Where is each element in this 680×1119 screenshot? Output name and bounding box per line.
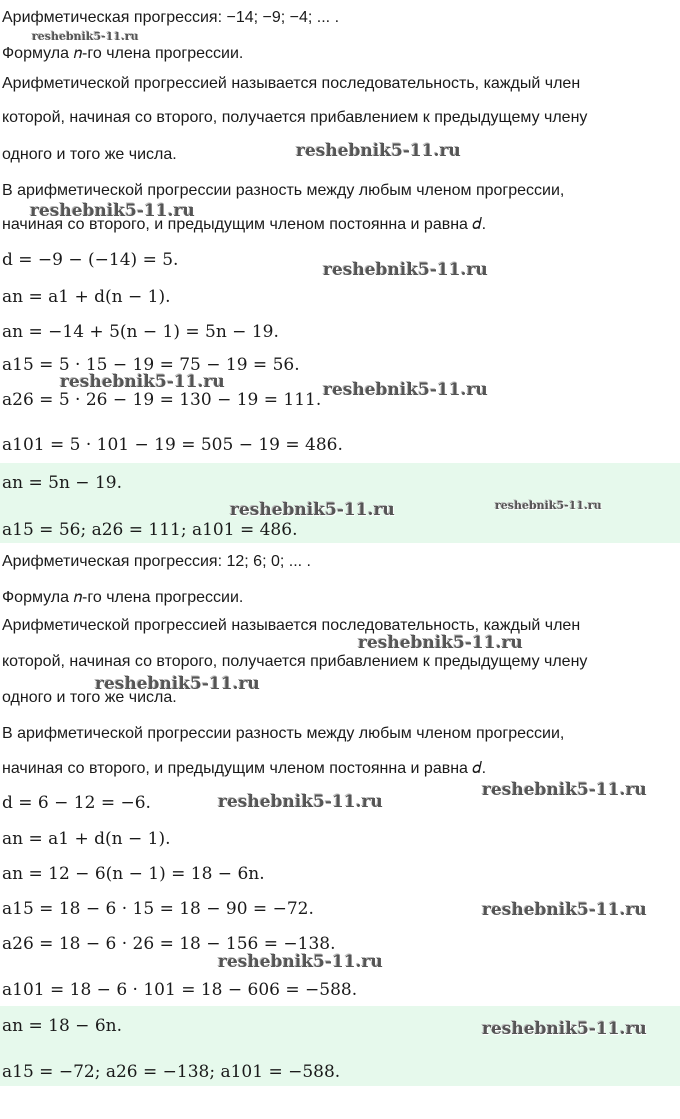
problem1-answer-line: a15 = 56; a26 = 111; a101 = 486.: [2, 520, 298, 540]
problem2-difference-line: начиная со второго, и предыдущим членом постоянна и равна 𝑑.: [2, 760, 487, 777]
problem2-step: a101 = 18 − 6 · 101 = 18 − 606 = −588.: [2, 980, 358, 1000]
problem1-difference-line: В арифметической прогрессии разность между любым членом прогрессии,: [2, 182, 565, 199]
problem2-step: d = 6 − 12 = −6.: [2, 793, 151, 813]
problem1-definition-line: которой, начиная со второго, получается прибавлением к предыдущему члену: [2, 109, 588, 126]
watermark: reshebnik5-11.ru: [230, 500, 395, 520]
problem1-step: d = −9 − (−14) = 5.: [2, 250, 179, 270]
problem2-step: a15 = 18 − 6 · 15 = 18 − 90 = −72.: [2, 899, 314, 919]
watermark: reshebnik5-11.ru: [482, 900, 647, 920]
problem1-heading: Арифметическая прогрессия: −14; −9; −4; ... .: [2, 9, 340, 26]
problem2-step: an = a1 + d(n − 1).: [2, 829, 171, 849]
problem1-difference-line: начиная со второго, и предыдущим членом постоянна и равна 𝑑.: [2, 216, 487, 233]
problem1-step: a101 = 5 · 101 − 19 = 505 − 19 = 486.: [2, 435, 343, 455]
problem1-formula-label: Формула 𝑛-го члена прогрессии.: [2, 45, 244, 62]
watermark: reshebnik5-11.ru: [296, 141, 461, 161]
watermark: reshebnik5-11.ru: [495, 499, 602, 512]
problem1-definition-line: одного и того же числа.: [2, 146, 177, 163]
problem2-answer-box: [0, 1006, 680, 1086]
watermark: reshebnik5-11.ru: [60, 372, 225, 392]
problem1-answer-line: an = 5n − 19.: [2, 473, 122, 493]
problem2-heading: Арифметическая прогрессия: 12; 6; 0; ... .: [2, 553, 311, 570]
problem2-definition-line: Арифметической прогрессией называется последовательность, каждый член: [2, 617, 581, 634]
watermark: reshebnik5-11.ru: [358, 633, 523, 653]
watermark: reshebnik5-11.ru: [32, 30, 139, 43]
problem2-answer-line: a15 = −72; a26 = −138; a101 = −588.: [2, 1062, 341, 1082]
problem2-step: an = 12 − 6(n − 1) = 18 − 6n.: [2, 864, 265, 884]
problem1-definition-line: Арифметической прогрессией называется последовательность, каждый член: [2, 75, 581, 92]
problem2-difference-line: В арифметической прогрессии разность между любым членом прогрессии,: [2, 725, 565, 742]
watermark: reshebnik5-11.ru: [482, 1019, 647, 1039]
problem1-step: a26 = 5 · 26 − 19 = 130 − 19 = 111.: [2, 390, 322, 410]
problem2-answer-line: an = 18 − 6n.: [2, 1016, 122, 1036]
watermark: reshebnik5-11.ru: [323, 260, 488, 280]
problem2-definition-line: одного и того же числа.: [2, 689, 177, 706]
problem2-formula-label: Формула 𝑛-го члена прогрессии.: [2, 589, 244, 606]
watermark: reshebnik5-11.ru: [218, 792, 383, 812]
watermark: reshebnik5-11.ru: [95, 674, 260, 694]
problem2-definition-line: которой, начиная со второго, получается прибавлением к предыдущему члену: [2, 653, 588, 670]
problem1-step: an = a1 + d(n − 1).: [2, 287, 171, 307]
problem1-step: an = −14 + 5(n − 1) = 5n − 19.: [2, 322, 279, 342]
watermark: reshebnik5-11.ru: [30, 201, 195, 221]
problem2-step: a26 = 18 − 6 · 26 = 18 − 156 = −138.: [2, 934, 336, 954]
watermark: reshebnik5-11.ru: [482, 780, 647, 800]
watermark: reshebnik5-11.ru: [323, 380, 488, 400]
problem1-step: a15 = 5 · 15 − 19 = 75 − 19 = 56.: [2, 355, 300, 375]
watermark: reshebnik5-11.ru: [218, 952, 383, 972]
